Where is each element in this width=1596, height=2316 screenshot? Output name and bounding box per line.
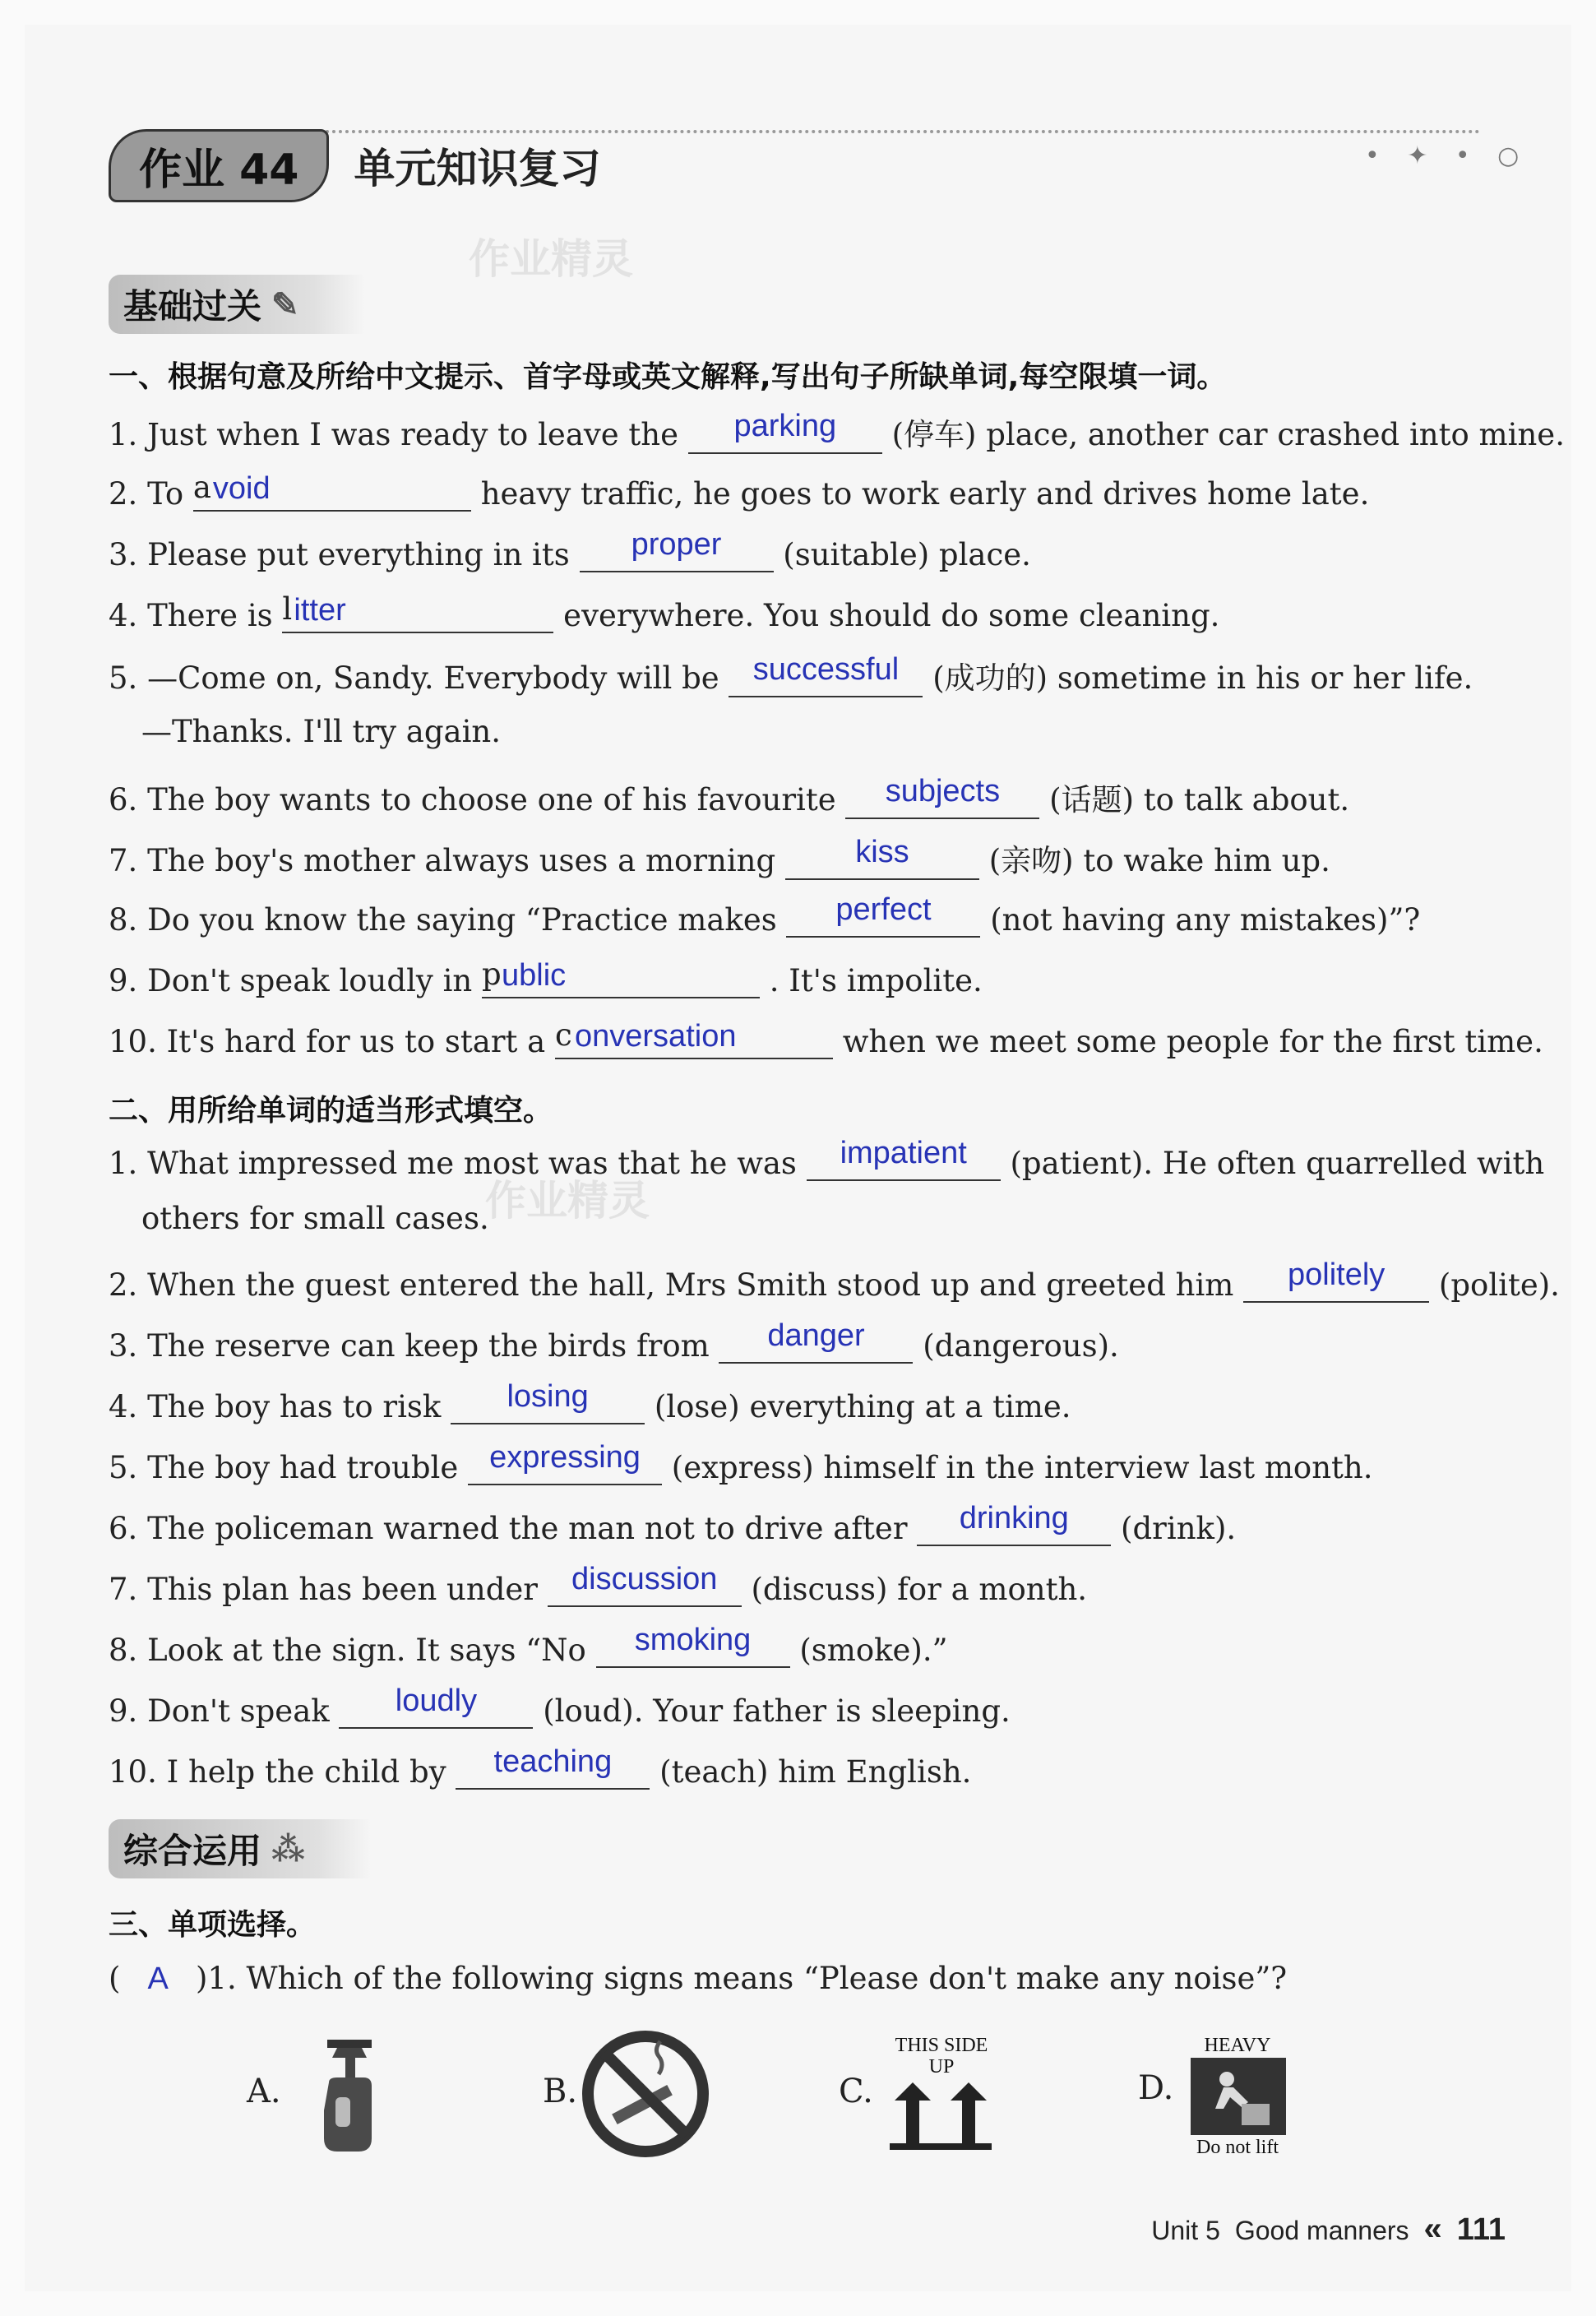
answer-blank: p ublic bbox=[482, 957, 760, 998]
unit-title: Good manners bbox=[1234, 2216, 1409, 2245]
question-row: 10. I help the child by teaching (teach) him English. bbox=[109, 1744, 972, 1790]
question-row: 1. What impressed me most was that he was impatient (patient). He often quarrelled with bbox=[109, 1136, 1545, 1181]
option-a-label: A. bbox=[247, 2073, 281, 2110]
answer-blank: c onversation bbox=[555, 1018, 833, 1059]
watermark: 作业精灵 bbox=[469, 235, 633, 283]
answer-blank: drinking bbox=[917, 1505, 1111, 1546]
answer-blank: proper bbox=[580, 531, 774, 572]
question-row: —Thanks. I'll try again. bbox=[141, 714, 501, 749]
answer-blank: a void bbox=[193, 470, 471, 512]
section-tag-comprehensive bbox=[109, 1819, 371, 1878]
question-row: 6. The policeman warned the man not to drive after drinking (drink). bbox=[109, 1501, 1237, 1546]
answer-blank: successful bbox=[729, 656, 923, 697]
answer-blank: discussion bbox=[548, 1566, 742, 1607]
choice-answer: A bbox=[147, 1962, 169, 1996]
option-c-label: C. bbox=[839, 2073, 873, 2110]
question-row: 4. There is l itter everywhere. You should do some cleaning. bbox=[109, 591, 1220, 633]
question-row: 8. Look at the sign. It says “No smoking (smoke).” bbox=[109, 1623, 948, 1668]
answer-blank: losing bbox=[451, 1383, 645, 1424]
question-row: 10. It's hard for us to start a c onversation when we meet some people for the first time. bbox=[109, 1017, 1543, 1059]
question-row: 5. The boy had trouble expressing (express) himself in the interview last month. bbox=[109, 1440, 1373, 1485]
question-row: 2. To a void heavy traffic, he goes to work early and drives home late. bbox=[109, 470, 1370, 512]
question-row: 8. Do you know the saying “Practice makes perfect (not having any mistakes)”? bbox=[109, 892, 1421, 938]
answer-blank: teaching bbox=[456, 1749, 650, 1790]
part-two-heading: 二、用所给单词的适当形式填空。 bbox=[109, 1094, 553, 1128]
answer-blank: subjects bbox=[845, 778, 1039, 819]
question-row: 3. Please put everything in its proper (suitable) place. bbox=[109, 527, 1031, 572]
section-tag-label: 基础过关 bbox=[123, 286, 262, 327]
question-row: 2. When the guest entered the hall, Mrs Smith stood up and greeted him politely (polite). bbox=[109, 1258, 1560, 1303]
sparkle-icon: ⁂ bbox=[271, 1829, 305, 1869]
answer-blank: impatient bbox=[807, 1140, 1001, 1181]
this-side-up-arrows-icon bbox=[888, 2079, 995, 2150]
question-row: 9. Don't speak loudly in p ublic . It's impolite. bbox=[109, 957, 983, 998]
sign-text: Do not lift bbox=[1196, 2137, 1279, 2158]
no-smoking-sign-icon bbox=[580, 2028, 711, 2160]
question-row: ( A )1. Which of the following signs means “Please don't make any noise”? bbox=[109, 1961, 1288, 1996]
sign-hand-lock-icon bbox=[312, 2031, 386, 2155]
section-tag-label: 综合运用 bbox=[123, 1831, 262, 1871]
header-decoration: • ✦ • ○ bbox=[1365, 141, 1529, 170]
question-row: 5. —Come on, Sandy. Everybody will be successful (成功的) sometime in his or her life. bbox=[109, 652, 1473, 696]
question-row: 9. Don't speak loudly (loud). Your father is sleeping. bbox=[109, 1684, 1011, 1729]
option-d-label: D. bbox=[1138, 2069, 1174, 2107]
sign-text: THIS SIDE bbox=[895, 2035, 988, 2056]
answer-blank: politely bbox=[1243, 1262, 1429, 1303]
answer-blank: kiss bbox=[785, 839, 979, 880]
watermark: 作业精灵 bbox=[485, 1177, 650, 1225]
sign-text: UP bbox=[928, 2056, 955, 2077]
answer-blank: smoking bbox=[596, 1627, 790, 1668]
homework-badge: 作业 44 bbox=[109, 129, 329, 202]
question-row: 3. The reserve can keep the birds from danger (dangerous). bbox=[109, 1318, 1119, 1364]
answer-blank: expressing bbox=[468, 1444, 662, 1485]
question-row: others for small cases. bbox=[141, 1201, 489, 1236]
page-number: 111 bbox=[1456, 2212, 1506, 2247]
answer-blank: danger bbox=[719, 1322, 913, 1364]
page-header bbox=[109, 127, 600, 203]
double-chevron-icon: « bbox=[1423, 2211, 1442, 2247]
heavy-lift-sign-icon bbox=[1191, 2058, 1286, 2135]
answer-blank: perfect bbox=[786, 896, 980, 938]
section-tag-basic bbox=[109, 275, 365, 334]
option-b-label: B. bbox=[543, 2073, 578, 2110]
part-three-heading: 三、单项选择。 bbox=[109, 1908, 317, 1942]
page-footer bbox=[1151, 2211, 1506, 2248]
question-row: 1. Just when I was ready to leave the parking (停车) place, another car crashed into mine. bbox=[109, 409, 1565, 452]
question-row: 4. The boy has to risk losing (lose) everything at a time. bbox=[109, 1379, 1071, 1424]
part-one-heading: 一、根据句意及所给中文提示、首字母或英文解释,写出句子所缺单词,每空限填一词。 bbox=[109, 360, 1227, 394]
answer-blank: l itter bbox=[282, 592, 553, 633]
answer-blank: loudly bbox=[339, 1688, 533, 1729]
pencil-icon: ✎ bbox=[271, 285, 299, 324]
answer-blank: parking bbox=[688, 413, 882, 454]
page-title: 单元知识复习 bbox=[354, 145, 601, 192]
unit-label: Unit 5 bbox=[1151, 2216, 1220, 2245]
sign-text: HEAVY bbox=[1204, 2035, 1271, 2056]
question-row: 7. The boy's mother always uses a morning kiss (亲吻) to wake him up. bbox=[109, 835, 1330, 878]
question-row: 6. The boy wants to choose one of his favourite subjects (话题) to talk about. bbox=[109, 774, 1350, 818]
question-row: 7. This plan has been under discussion (discuss) for a month. bbox=[109, 1562, 1088, 1607]
